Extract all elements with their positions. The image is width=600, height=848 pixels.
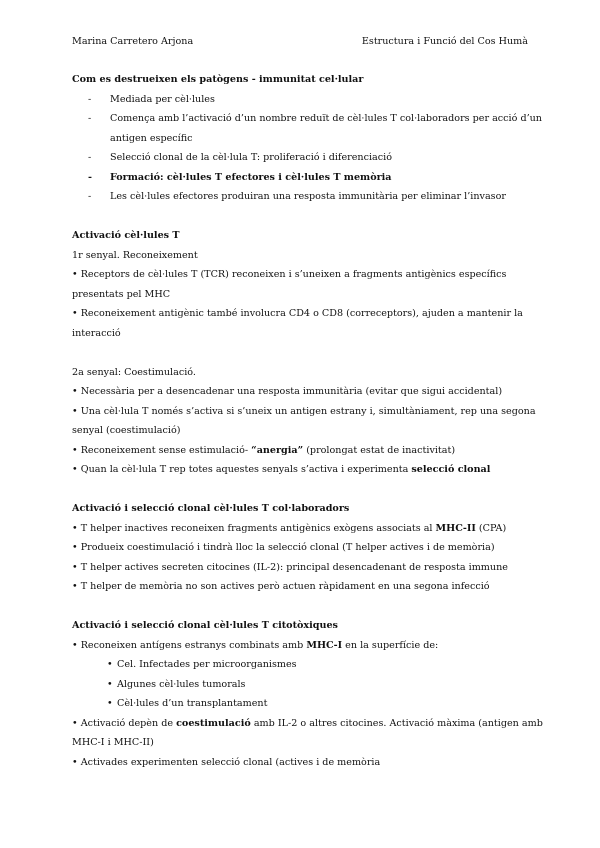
subheading-first-signal: 1r senyal. Reconeixement: [72, 249, 198, 261]
paragraph: [72, 714, 543, 753]
sub-list-item: • Cèl·lules d’un transplantament: [72, 694, 532, 714]
text: • Quan la cèl·lula T rep totes aquestes senyals s’activa i experimenta: [72, 464, 412, 475]
list-item: - Formació: cèl·lules T efectores i cèl·lules T memòria: [72, 168, 532, 188]
header-author: Marina Carretero Arjona: [72, 36, 194, 47]
text: • T helper inactives reconeixen fragments antigènics exògens associats al: [72, 522, 436, 534]
paragraph: [72, 441, 532, 461]
list-item-line: Comença amb l’activació d’un nombre reduït de cèl·lules T col·laboradors per acció d’un: [110, 113, 542, 124]
section-title-cytotoxic-t-cells: Activació i selecció clonal cèl·lules T citotòxiques: [72, 620, 338, 631]
paragraph: [72, 636, 532, 656]
sub-list-item: • Cel. Infectades per microorganismes: [72, 655, 532, 675]
bold-term-anergia: “anergia”: [251, 444, 304, 456]
paragraph-line: presentats pel MHC: [72, 288, 171, 300]
paragraph-line: • Receptors de cèl·lules T (TCR) reconeixen i s’uneixen a fragments antigènics específics: [72, 269, 507, 280]
section-title-helper-t-cells: Activació i selecció clonal cèl·lules T col·laboradors: [72, 503, 350, 514]
sub-list-item: • Algunes cèl·lules tumorals: [72, 675, 532, 695]
text: • Reconeixen antígens estranys combinats amb: [72, 639, 307, 651]
list-item: - Les cèl·lules efectores produiran una resposta immunitària per eliminar l’invasor: [72, 187, 532, 207]
bold-term-mhc-i: MHC-I: [306, 639, 343, 651]
paragraph: [72, 265, 532, 304]
paragraph-line: • Una cèl·lula T només s’activa si s’uneix un antigen estrany i, simultàniament, rep una segona: [72, 405, 536, 417]
subheading-second-signal: 2a senyal: Coestimulació.: [72, 366, 196, 378]
paragraph: • Necessària per a desencadenar una resposta immunitària (evitar que sigui accidental): [72, 386, 503, 397]
paragraph: [72, 519, 532, 539]
section-title-t-cell-activation: Activació cèl·lules T: [72, 230, 180, 241]
paragraph: [72, 402, 536, 441]
paragraph: [72, 460, 532, 480]
text: (CPA): [475, 522, 507, 534]
document-body: [72, 70, 543, 772]
list-item-line: antigen específic: [110, 132, 193, 144]
paragraph: [72, 304, 532, 343]
list-item: - Mediada per cèl·lules: [72, 90, 532, 110]
paragraph-line: • Reconeixement antigènic també involucra CD4 o CD8 (correceptors), ajuden a mantenir la: [72, 308, 523, 319]
section-title-cellular-immunity: Com es destrueixen els patògens - immunitat cel·lular: [72, 74, 364, 85]
list-item: - Selecció clonal de la cèl·lula T: proliferació i diferenciació: [72, 148, 532, 168]
page-header: [72, 36, 528, 50]
paragraph-line: interacció: [72, 327, 121, 339]
header-course: Estructura i Funció del Cos Humà: [361, 36, 528, 47]
list-item: [72, 109, 542, 148]
text: amb IL-2 o altres citocines. Activació màxima (antigen amb: [250, 717, 543, 729]
paragraph-line: senyal (coestimulació): [72, 425, 181, 436]
text: • Reconeixement sense estimulació-: [72, 444, 252, 456]
text: en la superfície de:: [342, 639, 439, 651]
paragraph: • Produeix coestimulació i tindrà lloc la selecció clonal (T helper actives i de memòria): [72, 542, 495, 553]
bold-term-costimulation: coestimulació: [176, 717, 251, 729]
paragraph-line: MHC-I i MHC-II): [72, 737, 154, 748]
text: • Activació depèn de: [72, 717, 177, 729]
bold-term-mhc-ii: MHC-II: [435, 522, 476, 534]
text: (prolongat estat de inactivitat): [303, 444, 456, 456]
bold-term-clonal-selection: selecció clonal: [411, 464, 491, 475]
paragraph: • Activades experimenten selecció clonal (actives i de memòria: [72, 756, 381, 768]
paragraph: • T helper de memòria no son actives però actuen ràpidament en una segona infecció: [72, 581, 490, 592]
paragraph: • T helper actives secreten citocines (IL-2): principal desencadenant de resposta immune: [72, 561, 508, 573]
